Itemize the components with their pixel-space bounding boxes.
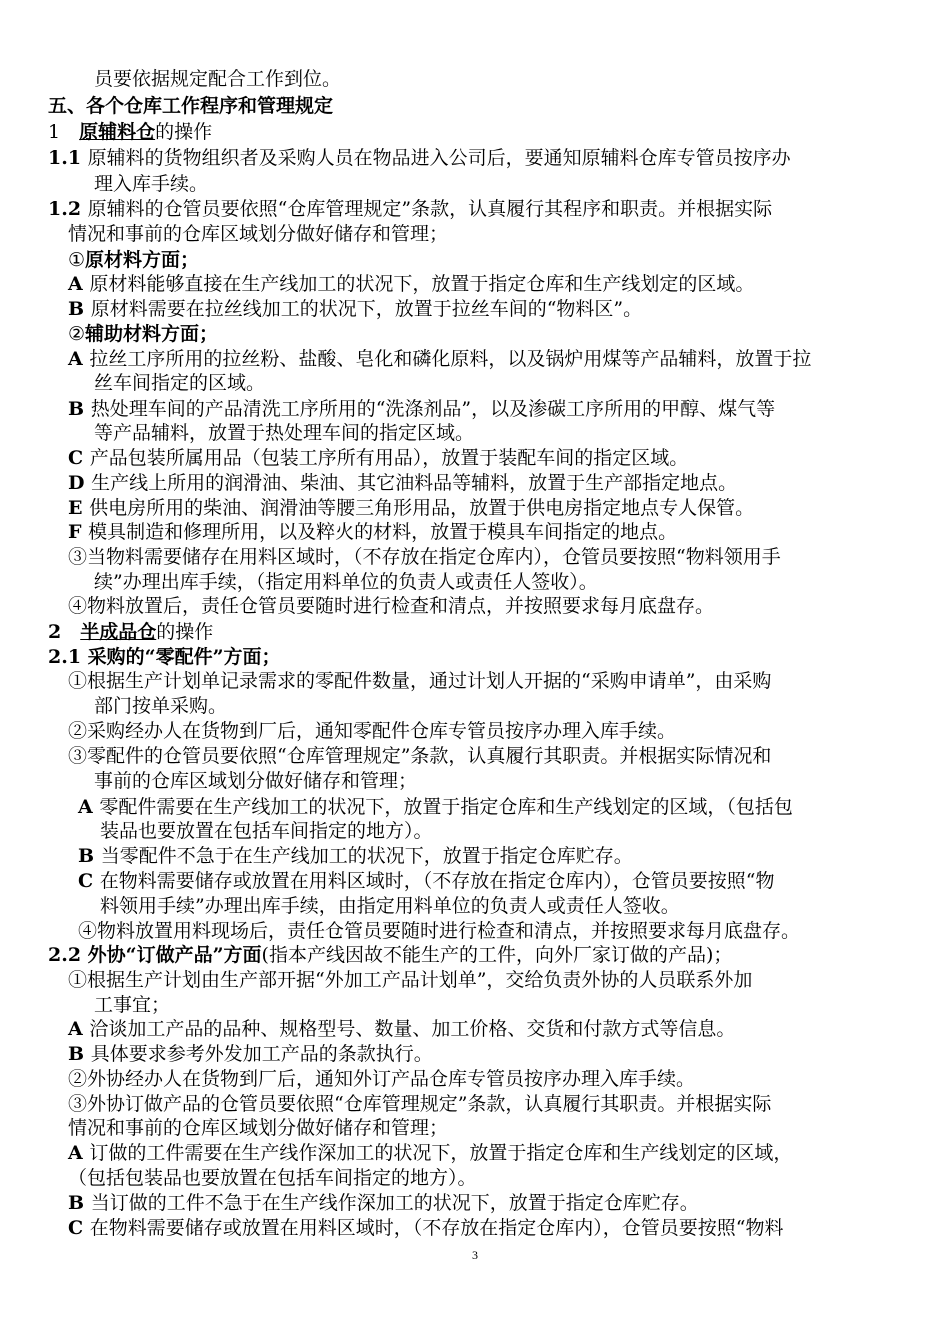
line-text: ②采购经办人在货物到厂后，通知零配件仓库专管员按序办理入库手续。 bbox=[68, 720, 677, 742]
text-line bbox=[68, 497, 905, 521]
bold-text: A bbox=[68, 1142, 90, 1164]
line-text: 洽谈加工产品的品种、规格型号、数量、加工价格、交货和付款方式等信息。 bbox=[89, 1018, 736, 1040]
line-text: 产品包装所属用品（包装工序所有用品），放置于装配车间的指定区域。 bbox=[89, 447, 689, 469]
text-line bbox=[48, 121, 905, 145]
line-text: 装品也要放置在包括车间指定的地方）。 bbox=[100, 820, 433, 842]
text-line bbox=[94, 770, 905, 794]
text-line bbox=[68, 1167, 905, 1191]
line-text: 事前的仓库区域划分做好储存和管理； bbox=[94, 770, 418, 792]
text-line bbox=[78, 870, 905, 894]
text-line bbox=[68, 1142, 905, 1166]
line-text: 供电房所用的柴油、润滑油等腰三角形用品，放置于供电房指定地点专人保管。 bbox=[89, 497, 755, 519]
section-title-underlined: 半成品仓 bbox=[80, 621, 157, 643]
line-text: 的操作 bbox=[155, 121, 213, 143]
text-line bbox=[68, 745, 905, 769]
text-line bbox=[68, 1217, 905, 1241]
line-text: ② bbox=[68, 323, 86, 345]
line-text: 订做的工件需要在生产线作深加工的状况下，放置于指定仓库和生产线划定的区域， bbox=[89, 1142, 793, 1164]
line-text: 员要依据规定配合工作到位。 bbox=[94, 68, 342, 90]
bold-text: A bbox=[78, 796, 100, 818]
bold-text: F bbox=[68, 521, 89, 543]
line-text: 情况和事前的仓库区域划分做好储存和管理； bbox=[68, 1117, 449, 1139]
text-line bbox=[68, 1117, 905, 1141]
text-line bbox=[78, 920, 905, 944]
bold-text: A bbox=[68, 1018, 90, 1040]
line-text: 的操作 bbox=[156, 621, 214, 643]
text-line bbox=[78, 845, 905, 869]
line-text: 理入库手续。 bbox=[94, 173, 209, 195]
text-line bbox=[68, 1093, 905, 1117]
line-text: ③零配件的仓管员要依照“仓库管理规定”条款，认真履行其职责。并根据实际情况和 bbox=[68, 745, 772, 767]
text-line bbox=[68, 1192, 905, 1216]
bold-text: 五、各个仓库工作程序和管理规定 bbox=[48, 95, 334, 117]
bold-text: A bbox=[68, 273, 90, 295]
bold-text: 2.1 采购的“零配件”方面； bbox=[48, 646, 281, 668]
text-line bbox=[68, 249, 905, 273]
line-text: 在物料需要储存或放置在用料区域时，（不存放在指定仓库内），仓管员要按照“物料 bbox=[89, 1217, 784, 1239]
line-text: 模具制造和修理所用，以及粹火的材料，放置于模具车间指定的地点。 bbox=[88, 521, 678, 543]
bold-text: 1.1 bbox=[48, 147, 88, 169]
text-line bbox=[68, 273, 905, 297]
bold-text: B bbox=[68, 1192, 91, 1214]
line-text: ④物料放置用料现场后，责任仓管员要随时进行检查和清点，并按照要求每月底盘存。 bbox=[78, 920, 801, 942]
line-text: (指本产线因故不能生产的工件，向外厂家订做的产品)； bbox=[261, 944, 733, 966]
line-text: ①根据生产计划单记录需求的零配件数量，通过计划人开据的“采购申请单”，由采购 bbox=[68, 670, 772, 692]
line-text: ①根据生产计划由生产部开据“外加工产品计划单”，交给负责外协的人员联系外加 bbox=[68, 969, 753, 991]
text-line bbox=[94, 994, 905, 1018]
bold-text: A bbox=[68, 348, 90, 370]
bold-text: C bbox=[78, 870, 100, 892]
line-text: 原材料能够直接在生产线加工的状况下，放置于指定仓库和生产线划定的区域。 bbox=[89, 273, 755, 295]
text-line bbox=[68, 1018, 905, 1042]
line-text: ① bbox=[68, 249, 86, 271]
text-line bbox=[68, 398, 905, 422]
text-line bbox=[68, 969, 905, 993]
text-line bbox=[68, 323, 905, 347]
text-line bbox=[48, 621, 905, 645]
bold-text: 辅助材料方面； bbox=[85, 323, 219, 345]
line-text: 热处理车间的产品清洗工序所用的“洗涤剂品”，以及渗碳工序所用的甲醇、煤气等 bbox=[90, 398, 776, 420]
line-text: 当订做的工件不急于在生产线作深加工的状况下，放置于指定仓库贮存。 bbox=[90, 1192, 699, 1214]
line-text: 续”办理出库手续，（指定用料单位的负责人或责任人签收）。 bbox=[94, 571, 598, 593]
text-line bbox=[94, 68, 905, 92]
text-line bbox=[68, 1043, 905, 1067]
text-line bbox=[48, 646, 905, 670]
bold-text: 1.2 bbox=[48, 198, 88, 220]
bold-text: B bbox=[68, 398, 91, 420]
text-line bbox=[94, 571, 905, 595]
line-text: 生产线上所用的润滑油、柴油、其它油料品等辅料，放置于生产部指定地点。 bbox=[91, 472, 738, 494]
line-text: 1 bbox=[48, 121, 80, 143]
line-text: 工事宜； bbox=[94, 994, 171, 1016]
line-text: ③当物料需要储存在用料区域时，（不存放在指定仓库内），仓管员要按照“物料领用手 bbox=[68, 546, 781, 568]
text-line bbox=[68, 521, 905, 545]
line-text: 零配件需要在生产线加工的状况下，放置于指定仓库和生产线划定的区域，（包括包 bbox=[99, 796, 793, 818]
text-line bbox=[48, 944, 905, 968]
bold-text: C bbox=[68, 1217, 90, 1239]
line-text: 当零配件不急于在生产线加工的状况下，放置于指定仓库贮存。 bbox=[100, 845, 633, 867]
text-line bbox=[100, 820, 905, 844]
text-line bbox=[68, 223, 905, 247]
page-number: 3 bbox=[472, 1248, 478, 1262]
text-line bbox=[94, 422, 905, 446]
line-text: 原辅料的仓管员要依照“仓库管理规定”条款，认真履行其程序和职责。并根据实际 bbox=[87, 198, 773, 220]
text-line bbox=[94, 173, 905, 197]
text-line bbox=[68, 1068, 905, 1092]
text-line bbox=[48, 198, 905, 222]
section-title-underlined: 原辅料仓 bbox=[79, 121, 156, 143]
text-line bbox=[68, 720, 905, 744]
text-line bbox=[68, 670, 905, 694]
text-line bbox=[68, 595, 905, 619]
text-line bbox=[94, 372, 905, 396]
line-text: 原材料需要在拉丝线加工的状况下，放置于拉丝车间的“物料区”。 bbox=[90, 298, 643, 320]
line-text: 等产品辅料，放置于热处理车间的指定区域。 bbox=[94, 422, 475, 444]
line-text: 部门按单采购。 bbox=[94, 695, 228, 717]
bold-text: B bbox=[68, 298, 91, 320]
bold-text: D bbox=[68, 472, 92, 494]
line-text: 在物料需要储存或放置在用料区域时，（不存放在指定仓库内），仓管员要按照“物 bbox=[99, 870, 775, 892]
line-text: （包括包装品也要放置在包括车间指定的地方）。 bbox=[68, 1167, 477, 1189]
line-text: 拉丝工序所用的拉丝粉、盐酸、皂化和磷化原料，以及锅炉用煤等产品辅料，放置于拉 bbox=[89, 348, 812, 370]
text-line bbox=[68, 348, 905, 372]
line-text: 情况和事前的仓库区域划分做好储存和管理； bbox=[68, 223, 449, 245]
bold-text: C bbox=[68, 447, 90, 469]
text-line bbox=[48, 147, 905, 171]
text-line bbox=[68, 447, 905, 471]
line-text: ③外协订做产品的仓管员要依照“仓库管理规定”条款，认真履行其职责。并根据实际 bbox=[68, 1093, 772, 1115]
bold-text: B bbox=[68, 1043, 91, 1065]
bold-text: 2 bbox=[48, 621, 81, 643]
bold-text: 原材料方面； bbox=[85, 249, 200, 271]
text-line bbox=[48, 95, 905, 119]
line-text: 丝车间指定的区域。 bbox=[94, 372, 266, 394]
text-line bbox=[68, 298, 905, 322]
bold-text: E bbox=[68, 497, 90, 519]
text-line bbox=[68, 472, 905, 496]
text-line bbox=[100, 895, 905, 919]
line-text: ④物料放置后，责任仓管员要随时进行检查和清点，并按照要求每月底盘存。 bbox=[68, 595, 715, 617]
text-line bbox=[78, 796, 905, 820]
text-line bbox=[94, 695, 905, 719]
line-text: 料领用手续”办理出库手续，由指定用料单位的负责人或责任人签收。 bbox=[100, 895, 680, 917]
line-text: 原辅料的货物组织者及采购人员在物品进入公司后，要通知原辅料仓库专管员按序办 bbox=[87, 147, 791, 169]
text-line bbox=[68, 546, 905, 570]
line-text: 具体要求参考外发加工产品的条款执行。 bbox=[90, 1043, 433, 1065]
line-text: ②外协经办人在货物到厂后，通知外订产品仓库专管员按序办理入库手续。 bbox=[68, 1068, 696, 1090]
bold-text: 2.2 外协“订做产品”方面 bbox=[48, 944, 262, 966]
bold-text: B bbox=[78, 845, 101, 867]
